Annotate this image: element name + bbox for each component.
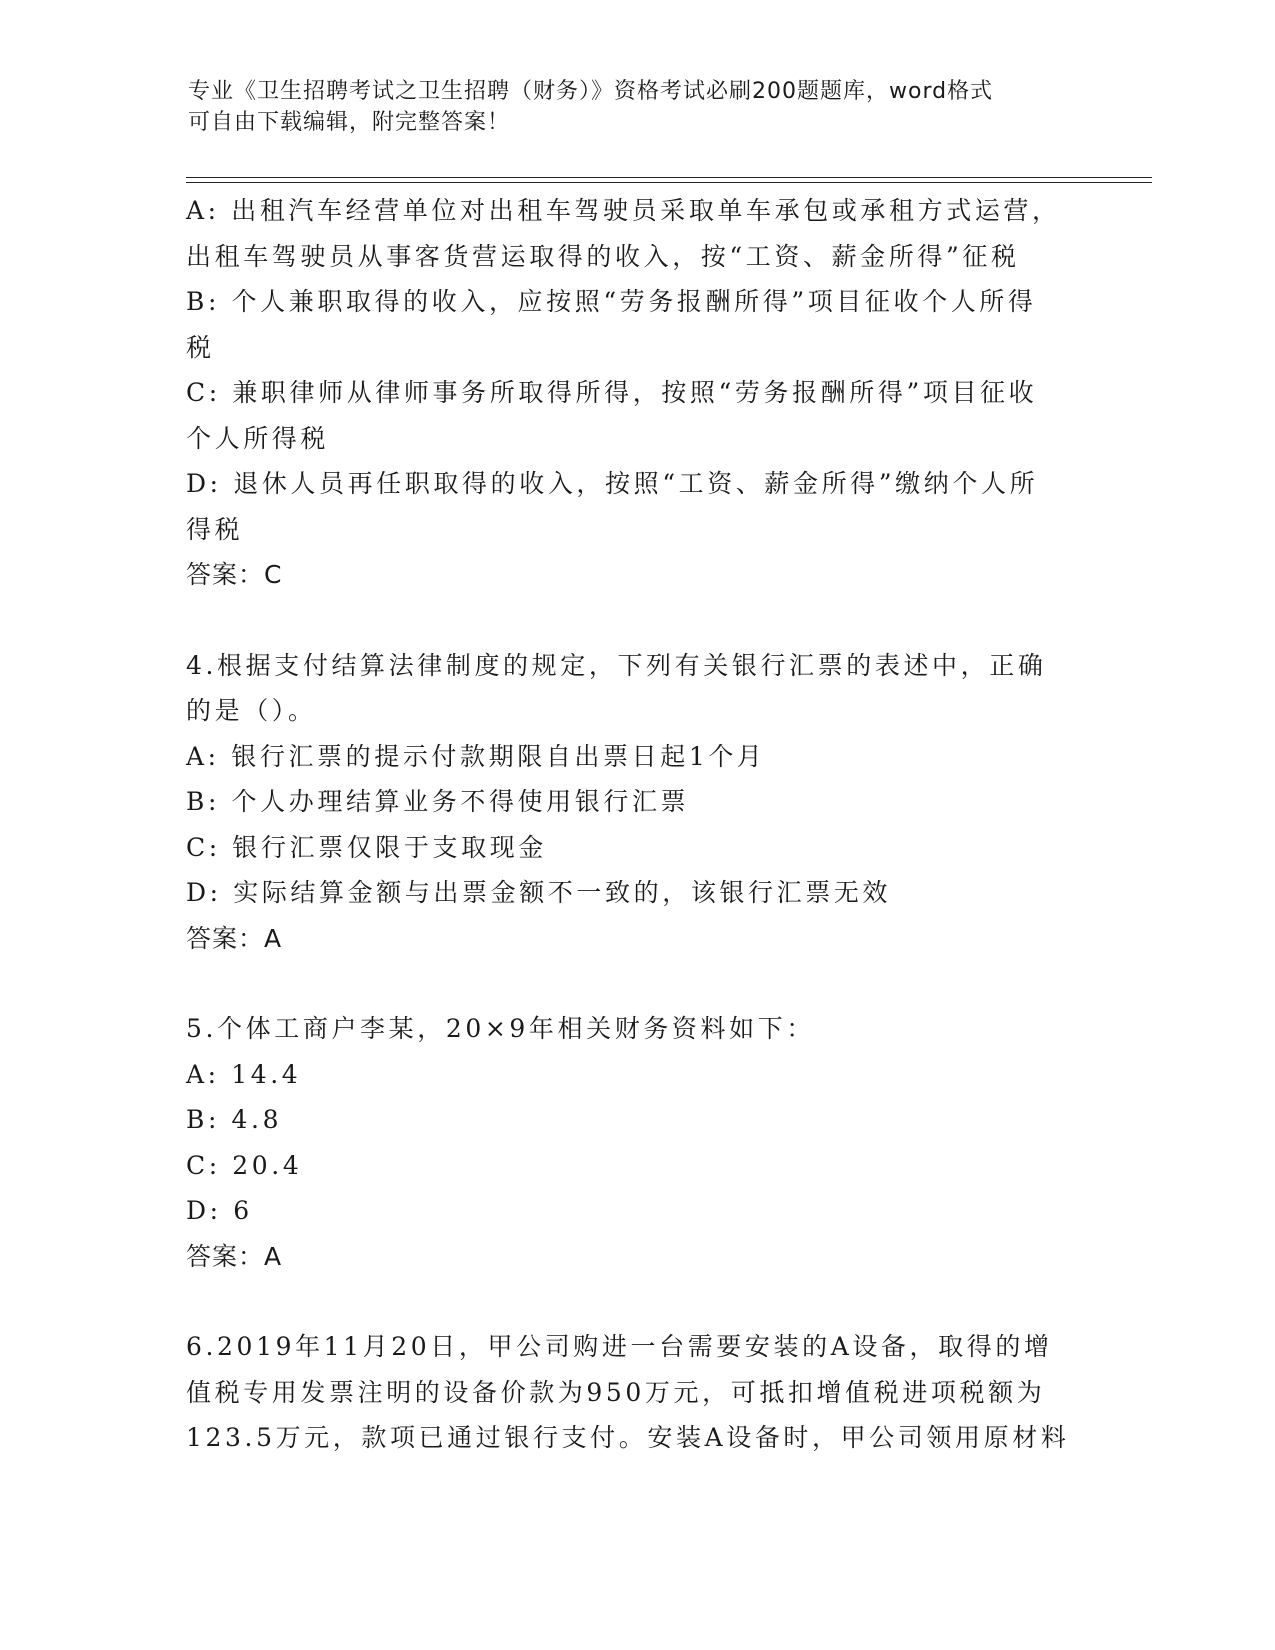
question-5 — [186, 1006, 1086, 1279]
answer: 答案：A — [186, 923, 283, 953]
option-a: A: 银行汇票的提示付款期限自出票日起1个月 — [186, 741, 766, 771]
option-c-line-2: 个人所得税 — [186, 423, 330, 453]
option-c-line-1: C: 兼职律师从律师事务所取得所得，按照“劳务报酬所得”项目征收 — [186, 378, 1038, 407]
option-b: B: 4.8 — [186, 1105, 283, 1134]
question-4 — [186, 643, 1086, 962]
header-rule-top — [186, 177, 1152, 178]
question-stem: 5.个体工商户李某，20×9年相关财务资料如下： — [186, 1014, 815, 1043]
question-stem-line-1: 6.2019年11月20日，甲公司购进一台需要安装的A设备，取得的增 — [186, 1332, 1053, 1361]
question-6 — [186, 1324, 1086, 1461]
document-body — [186, 188, 1086, 1461]
question-stem-line-1: 4.根据支付结算法律制度的规定，下列有关银行汇票的表述中，正确 — [186, 650, 1047, 680]
option-b: B: 个人办理结算业务不得使用银行汇票 — [186, 787, 690, 816]
option-d-line-2: 得税 — [186, 514, 244, 544]
answer: 答案：A — [186, 1241, 283, 1271]
option-b-line-1: B: 个人兼职取得的收入，应按照“劳务报酬所得”项目征收个人所得 — [186, 287, 1037, 316]
option-a-line-1: A: 出租汽车经营单位对出租车驾驶员采取单车承包或承租方式运营， — [186, 196, 1061, 225]
question-3 — [186, 188, 1086, 598]
header-rule-bottom — [186, 182, 1152, 183]
spacer — [186, 598, 1086, 643]
option-c: C: 银行汇票仅限于支取现金 — [186, 832, 547, 862]
spacer — [186, 1279, 1086, 1324]
header-line-1: 专业《卫生招聘考试之卫生招聘（财务）》资格考试必刷200题题库，word格式 — [188, 79, 994, 104]
option-a: A: 14.4 — [186, 1059, 302, 1089]
spacer — [186, 961, 1086, 1006]
option-c: C: 20.4 — [186, 1150, 303, 1180]
question-stem-line-2: 值税专用发票注明的设备价款为950万元，可抵扣增值税进项税额为 — [186, 1377, 1046, 1407]
question-stem-line-2: 的是（）。 — [186, 696, 317, 725]
option-d: D: 6 — [186, 1196, 253, 1225]
option-d: D: 实际结算金额与出票金额不一致的，该银行汇票无效 — [186, 878, 892, 907]
answer: 答案：C — [186, 560, 283, 589]
option-b-line-2: 税 — [186, 332, 215, 362]
header-line-2: 可自由下载编辑，附完整答案！ — [188, 110, 511, 135]
document-header — [188, 76, 1068, 138]
question-stem-line-3: 123.5万元，款项已通过银行支付。安装A设备时，甲公司领用原材料 — [186, 1423, 1070, 1452]
option-a-line-2: 出租车驾驶员从事客货营运取得的收入，按“工资、薪金所得”征税 — [186, 241, 1020, 271]
option-d-line-1: D: 退休人员再任职取得的收入，按照“工资、薪金所得”缴纳个人所 — [186, 469, 1039, 498]
